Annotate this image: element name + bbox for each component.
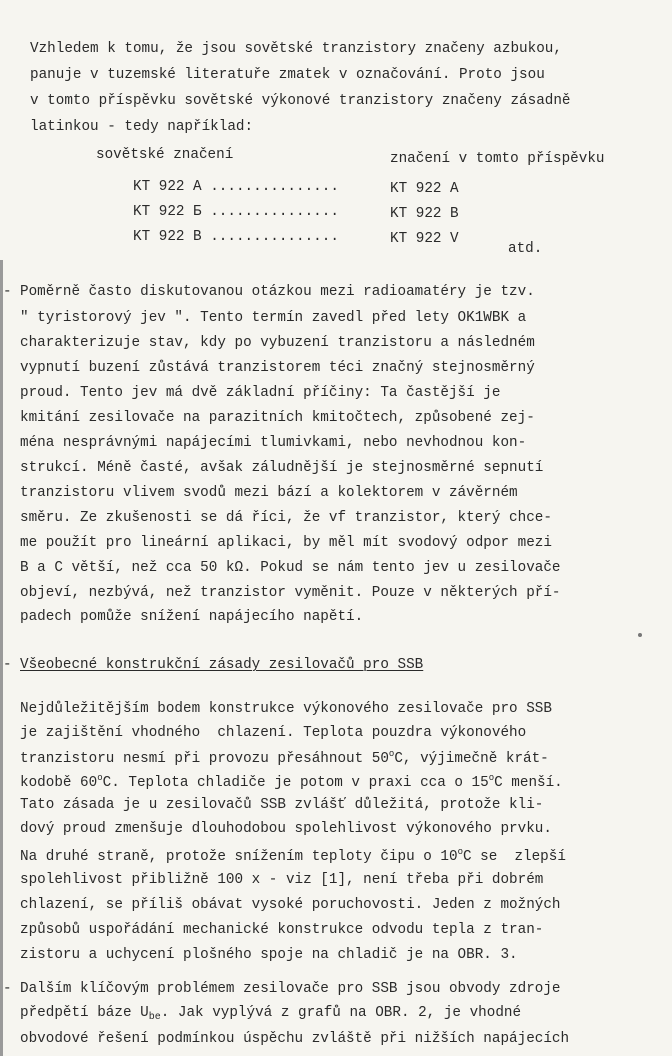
text-line: me použít pro lineární aplikaci, by měl mít svodový odpor mezi <box>20 535 552 551</box>
text-line: panuje v tuzemské literatuře zmatek v označování. Proto jsou <box>30 67 545 83</box>
text-line: směru. Ze zkušenosti se dá říci, že vf tranzistor, který chce- <box>20 510 552 526</box>
text-line: je zajištění vhodného chlazení. Teplota pouzdra výkonového <box>20 725 527 741</box>
text-line: ména nesprávnými napájecími tlumivkami, nebo nevhodnou kon- <box>20 435 527 451</box>
text-line: objeví, nezbývá, než tranzistor vyměnit. Pouze v některých pří- <box>20 585 561 601</box>
bullet-dash: - <box>3 284 12 300</box>
text-line: Poměrně často diskutovanou otázkou mezi radioamatéry je tzv. <box>20 284 535 300</box>
table-cell-left: KT 922 A ............... <box>133 179 339 195</box>
table-cell-left: KT 922 Б ............... <box>133 204 339 220</box>
text-line: proud. Tento jev má dvě základní příčiny: Ta častější je <box>20 385 501 401</box>
text-line: charakterizuje stav, kdy po vybuzení tranzistoru a následném <box>20 335 535 351</box>
table-cell-right: KT 922 B <box>390 206 459 222</box>
text-line: Vzhledem k tomu, že jsou sovětské tranzistory značeny azbukou, <box>30 41 562 57</box>
text-line: strukcí. Méně časté, avšak záludnější je stejnosměrné sepnutí <box>20 460 544 476</box>
text-line: Tato zásada je u zesilovačů SSB zvlášť důležitá, protože kli- <box>20 797 544 813</box>
text-line: chlazení, se příliš obávat vysoké poruchovosti. Jeden z možných <box>20 897 561 913</box>
text-line: kodobě 60$^o$C. Teplota chladiče je potom v praxi cca o 15$^o$C menší. <box>20 773 563 791</box>
text-line: předpětí báze $U_{be}$. Jak vyplývá z grafů na OBR. 2, je vhodné <box>20 1005 522 1023</box>
text-line: B a C větší, než cca 50 kΩ. Pokud se nám tento jev u zesilovače <box>20 560 561 576</box>
text-line: obvodové řešení podmínkou úspěchu zvláště při nižších napájecích <box>20 1031 570 1047</box>
table-header-right: značení v tomto příspěvku <box>390 151 605 167</box>
text-line: latinkou - tedy například: <box>30 119 254 135</box>
text-line: v tomto příspěvku sovětské výkonové tranzistory značeny zásadně <box>30 93 571 109</box>
text-line: " tyristorový jev ". Tento termín zavedl před lety OK1WBK a <box>20 310 527 326</box>
text-line: Nejdůležitějším bodem konstrukce výkonového zesilovače pro SSB <box>20 701 552 717</box>
text-line: způsobů uspořádání mechanické konstrukce odvodu tepla z tran- <box>20 922 544 938</box>
speck <box>638 633 642 637</box>
text-line: spolehlivost přibližně 100 x - viz [1], není třeba při dobrém <box>20 872 544 888</box>
text-line: vypnutí buzení zůstává tranzistorem téci značný stejnosměrný <box>20 360 535 376</box>
text-line: padech pomůže snížení napájecího napětí. <box>20 609 364 625</box>
section-heading: Všeobecné konstrukční zásady zesilovačů pro SSB <box>20 657 424 673</box>
table-cell-left: KT 922 B ............... <box>133 229 339 245</box>
text-line: zistoru a uchycení plošného spoje na chladič je na OBR. 3. <box>20 947 518 963</box>
table-header-left: sovětské značení <box>96 147 234 163</box>
text-line: Dalším klíčovým problémem zesilovače pro SSB jsou obvody zdroje <box>20 981 561 997</box>
table-cell-right: KT 922 A <box>390 181 459 197</box>
table-etc: atd. <box>508 241 543 257</box>
table-cell-right: KT 922 V <box>390 231 459 247</box>
text-line: tranzistoru vlivem svodů mezi bází a kolektorem v závěrném <box>20 485 518 501</box>
bullet-dash: - <box>3 981 12 997</box>
text-line: tranzistoru nesmí při provozu přesáhnout 50$^o$C, výjimečně krát- <box>20 749 549 767</box>
text-line: dový proud zmenšuje dlouhodobou spolehlivost výkonového prvku. <box>20 821 552 837</box>
bullet-dash: - <box>3 657 12 673</box>
text-line: Na druhé straně, protože snížením teploty čipu o 10$^o$C se zlepší <box>20 847 566 865</box>
text-line: kmitání zesilovače na parazitních kmitočtech, způsobené zej- <box>20 410 535 426</box>
